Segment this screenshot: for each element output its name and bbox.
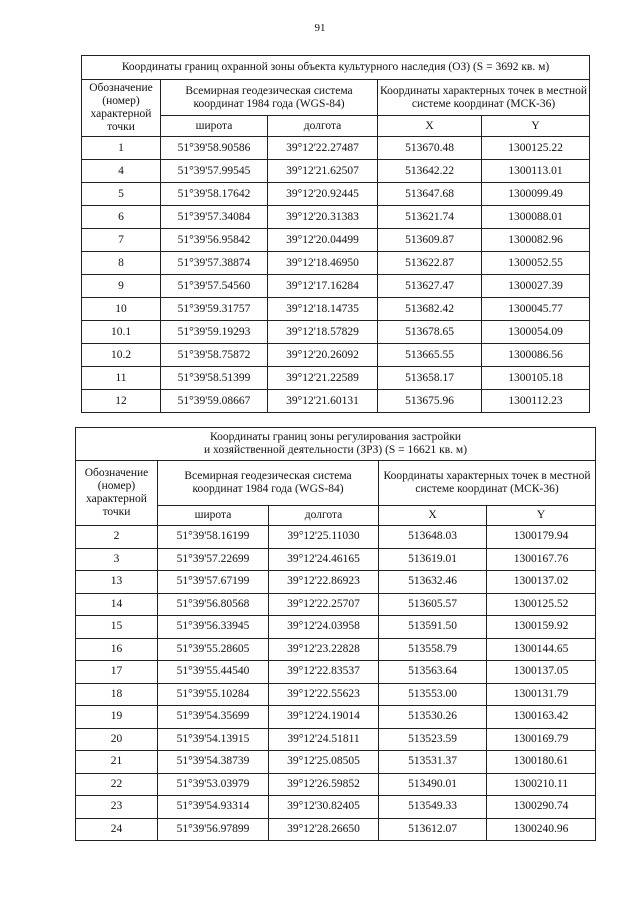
cell-lon: 39°12'25.11030: [269, 526, 379, 549]
table-row: [76, 661, 596, 684]
table-row: [82, 298, 590, 321]
table-row: [76, 638, 596, 661]
cell-lat: 51°39'57.67199: [158, 571, 269, 594]
table-row: [82, 183, 590, 206]
cell-x: 513632.46: [379, 571, 487, 594]
table-row: [82, 344, 590, 367]
cell-lat: 51°39'58.75872: [161, 344, 268, 367]
cell-point: 5: [82, 183, 161, 206]
cell-lat: 51°39'54.13915: [158, 728, 269, 751]
cell-lat: 51°39'57.54560: [161, 275, 268, 298]
cell-lat: 51°39'58.16199: [158, 526, 269, 549]
cell-y: 1300045.77: [482, 298, 590, 321]
table-title: [76, 428, 596, 461]
cell-lon: 39°12'24.03958: [269, 616, 379, 639]
cell-point: 12: [82, 390, 161, 413]
header-lat: широта: [161, 116, 268, 137]
cell-y: 1300125.52: [487, 593, 596, 616]
cell-lat: 51°39'59.19293: [161, 321, 268, 344]
cell-lon: 39°12'18.14735: [268, 298, 378, 321]
cell-lat: 51°39'55.44540: [158, 661, 269, 684]
cell-x: 513591.50: [379, 616, 487, 639]
header-wgs: Всемирная геодезическая система координат 1984 года (WGS-84): [158, 461, 379, 506]
cell-x: 513609.87: [378, 229, 482, 252]
cell-lon: 39°12'24.51811: [269, 728, 379, 751]
cell-lon: 39°12'25.08505: [269, 751, 379, 774]
table-row: [82, 275, 590, 298]
cell-point: 10.2: [82, 344, 161, 367]
cell-y: 1300180.61: [487, 751, 596, 774]
table-title-line: Координаты границ зоны регулирования застройки: [210, 431, 462, 443]
cell-x: 513558.79: [379, 638, 487, 661]
table-row: [76, 751, 596, 774]
cell-point: 21: [76, 751, 158, 774]
cell-x: 513627.47: [378, 275, 482, 298]
table-title: Координаты границ охранной зоны объекта культурного наследия (ОЗ) (S = 3692 кв. м): [82, 56, 590, 80]
table-row: [76, 593, 596, 616]
cell-lat: 51°39'55.10284: [158, 683, 269, 706]
cell-lon: 39°12'20.92445: [268, 183, 378, 206]
cell-y: 1300113.01: [482, 160, 590, 183]
cell-point: 7: [82, 229, 161, 252]
cell-x: 513647.68: [378, 183, 482, 206]
cell-lon: 39°12'22.27487: [268, 137, 378, 160]
table-row: [82, 137, 590, 160]
header-y: Y: [482, 116, 590, 137]
cell-lat: 51°39'57.22699: [158, 548, 269, 571]
cell-lat: 51°39'58.17642: [161, 183, 268, 206]
header-lon: долгота: [269, 506, 379, 526]
table-row: [76, 548, 596, 571]
cell-lon: 39°12'17.16284: [268, 275, 378, 298]
cell-x: 513622.87: [378, 252, 482, 275]
cell-lon: 39°12'20.26092: [268, 344, 378, 367]
cell-x: 513531.37: [379, 751, 487, 774]
table-row: [76, 818, 596, 841]
cell-y: 1300159.92: [487, 616, 596, 639]
cell-point: 22: [76, 773, 158, 796]
cell-point: 11: [82, 367, 161, 390]
cell-x: 513563.64: [379, 661, 487, 684]
cell-lat: 51°39'57.99545: [161, 160, 268, 183]
cell-point: 24: [76, 818, 158, 841]
cell-lon: 39°12'21.22589: [268, 367, 378, 390]
table-row: [82, 390, 590, 413]
cell-x: 513619.01: [379, 548, 487, 571]
cell-y: 1300027.39: [482, 275, 590, 298]
cell-y: 1300290.74: [487, 796, 596, 819]
cell-lon: 39°12'26.59852: [269, 773, 379, 796]
table-row: [76, 571, 596, 594]
cell-point: 10.1: [82, 321, 161, 344]
table-row: [76, 616, 596, 639]
cell-lon: 39°12'30.82405: [269, 796, 379, 819]
cell-y: 1300112.23: [482, 390, 590, 413]
cell-y: 1300169.79: [487, 728, 596, 751]
cell-lon: 39°12'22.55623: [269, 683, 379, 706]
cell-y: 1300105.18: [482, 367, 590, 390]
cell-point: 2: [76, 526, 158, 549]
header-lat: широта: [158, 506, 269, 526]
zrz-coordinates-table: [75, 427, 596, 841]
header-y: Y: [487, 506, 596, 526]
cell-x: 513490.01: [379, 773, 487, 796]
table-row: [82, 252, 590, 275]
cell-point: 17: [76, 661, 158, 684]
cell-x: 513682.42: [378, 298, 482, 321]
cell-x: 513530.26: [379, 706, 487, 729]
cell-y: 1300240.96: [487, 818, 596, 841]
cell-point: 20: [76, 728, 158, 751]
cell-x: 513648.03: [379, 526, 487, 549]
table-title-row: [82, 56, 590, 80]
table-row: [76, 706, 596, 729]
cell-point: 8: [82, 252, 161, 275]
cell-point: 14: [76, 593, 158, 616]
table-title-row: [76, 428, 596, 461]
cell-x: 513670.48: [378, 137, 482, 160]
cell-lon: 39°12'18.46950: [268, 252, 378, 275]
table-body: [82, 137, 590, 413]
cell-point: 23: [76, 796, 158, 819]
cell-lon: 39°12'24.46165: [269, 548, 379, 571]
table-row: [76, 796, 596, 819]
table-row: [82, 160, 590, 183]
header-x: X: [378, 116, 482, 137]
header-wgs: Всемирная геодезическая система координат 1984 года (WGS-84): [161, 80, 378, 116]
table-row: [82, 321, 590, 344]
cell-y: 1300137.05: [487, 661, 596, 684]
cell-point: 9: [82, 275, 161, 298]
cell-lat: 51°39'54.35699: [158, 706, 269, 729]
table-row: [76, 773, 596, 796]
cell-y: 1300088.01: [482, 206, 590, 229]
cell-y: 1300179.94: [487, 526, 596, 549]
cell-x: 513612.07: [379, 818, 487, 841]
cell-y: 1300131.79: [487, 683, 596, 706]
cell-lat: 51°39'56.33945: [158, 616, 269, 639]
table-row: [82, 229, 590, 252]
cell-x: 513605.57: [379, 593, 487, 616]
cell-lat: 51°39'56.97899: [158, 818, 269, 841]
cell-lat: 51°39'56.95842: [161, 229, 268, 252]
page-number: 91: [314, 22, 326, 34]
table-body: [76, 526, 596, 841]
cell-lat: 51°39'58.90586: [161, 137, 268, 160]
cell-y: 1300125.22: [482, 137, 590, 160]
cell-lon: 39°12'22.86923: [269, 571, 379, 594]
cell-x: 513642.22: [378, 160, 482, 183]
cell-lon: 39°12'20.04499: [268, 229, 378, 252]
cell-point: 15: [76, 616, 158, 639]
cell-lon: 39°12'21.62507: [268, 160, 378, 183]
cell-x: 513678.65: [378, 321, 482, 344]
cell-point: 19: [76, 706, 158, 729]
cell-point: 1: [82, 137, 161, 160]
header-x: X: [379, 506, 487, 526]
cell-point: 3: [76, 548, 158, 571]
cell-lon: 39°12'18.57829: [268, 321, 378, 344]
cell-y: 1300086.56: [482, 344, 590, 367]
cell-lat: 51°39'58.51399: [161, 367, 268, 390]
table-row: [76, 526, 596, 549]
cell-x: 513523.59: [379, 728, 487, 751]
table-row: [82, 367, 590, 390]
cell-point: 13: [76, 571, 158, 594]
cell-y: 1300210.11: [487, 773, 596, 796]
cell-lat: 51°39'54.93314: [158, 796, 269, 819]
cell-lon: 39°12'28.26650: [269, 818, 379, 841]
cell-lat: 51°39'57.38874: [161, 252, 268, 275]
cell-lat: 51°39'54.38739: [158, 751, 269, 774]
cell-lon: 39°12'21.60131: [268, 390, 378, 413]
cell-x: 513549.33: [379, 796, 487, 819]
table-row: [82, 206, 590, 229]
oz-coordinates-table: [81, 55, 590, 413]
cell-y: 1300054.09: [482, 321, 590, 344]
cell-lon: 39°12'22.25707: [269, 593, 379, 616]
cell-lon: 39°12'24.19014: [269, 706, 379, 729]
cell-point: 4: [82, 160, 161, 183]
table-row: [76, 683, 596, 706]
cell-point: 10: [82, 298, 161, 321]
cell-x: 513553.00: [379, 683, 487, 706]
cell-point: 16: [76, 638, 158, 661]
cell-x: 513621.74: [378, 206, 482, 229]
cell-lat: 51°39'59.08667: [161, 390, 268, 413]
cell-lat: 51°39'56.80568: [158, 593, 269, 616]
cell-y: 1300144.65: [487, 638, 596, 661]
cell-y: 1300082.96: [482, 229, 590, 252]
cell-y: 1300052.55: [482, 252, 590, 275]
cell-point: 6: [82, 206, 161, 229]
table-header-row: [76, 461, 596, 506]
cell-lon: 39°12'22.83537: [269, 661, 379, 684]
table-header-row: [82, 80, 590, 116]
cell-point: 18: [76, 683, 158, 706]
cell-y: 1300137.02: [487, 571, 596, 594]
cell-lon: 39°12'20.31383: [268, 206, 378, 229]
cell-lat: 51°39'59.31757: [161, 298, 268, 321]
cell-y: 1300163.42: [487, 706, 596, 729]
cell-lon: 39°12'23.22828: [269, 638, 379, 661]
header-lon: долгота: [268, 116, 378, 137]
cell-lat: 51°39'53.03979: [158, 773, 269, 796]
cell-x: 513665.55: [378, 344, 482, 367]
header-msk: Координаты характерных точек в местной системе координат (МСК-36): [378, 80, 590, 116]
cell-lat: 51°39'57.34084: [161, 206, 268, 229]
cell-x: 513658.17: [378, 367, 482, 390]
table-row: [76, 728, 596, 751]
header-msk: Координаты характерных точек в местной системе координат (МСК-36): [379, 461, 596, 506]
header-point: Обозначение (номер) характерной точки: [76, 461, 158, 526]
cell-x: 513675.96: [378, 390, 482, 413]
table-title-line: и хозяйственной деятельности (ЗРЗ) (S = 16621 кв. м): [204, 444, 468, 456]
header-point: Обозначение (номер) характерной точки: [82, 80, 161, 137]
cell-y: 1300099.49: [482, 183, 590, 206]
cell-lat: 51°39'55.28605: [158, 638, 269, 661]
cell-y: 1300167.76: [487, 548, 596, 571]
